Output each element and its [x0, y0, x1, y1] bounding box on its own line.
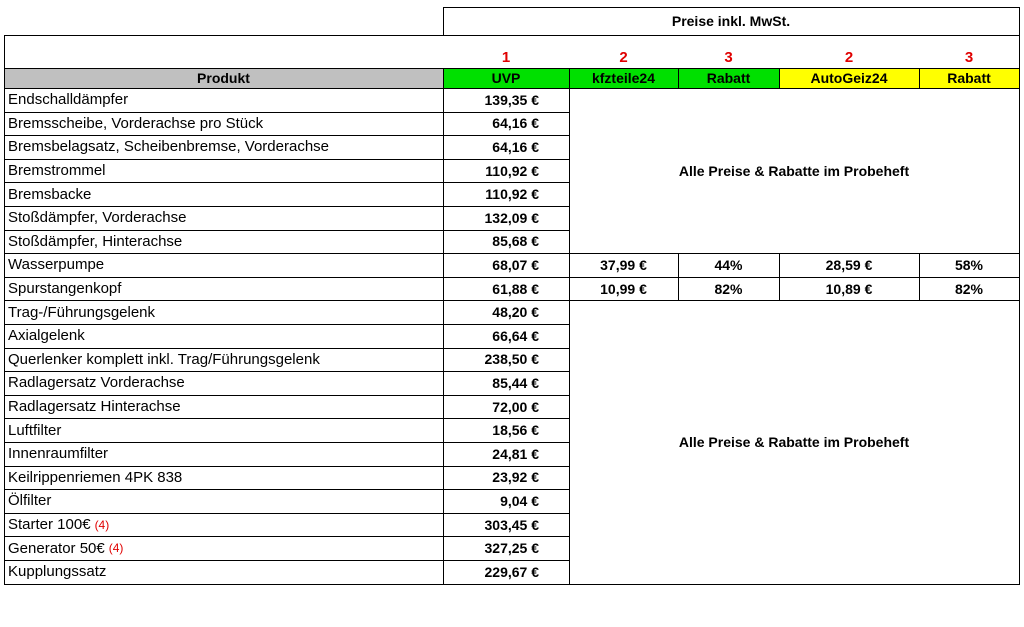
- grid-line: [4, 395, 569, 396]
- grid-line: [4, 489, 569, 490]
- product-name: [4, 536, 443, 560]
- product-name-text: Radlagersatz Vorderachse: [8, 374, 185, 392]
- grid-line: [4, 536, 569, 537]
- grid-line: [4, 584, 1020, 585]
- uvp-price-text: 327,25 €: [484, 540, 539, 557]
- column-number: [569, 47, 678, 68]
- column-header-5: [919, 68, 1019, 88]
- grid-line: [4, 513, 569, 514]
- grid-line: [4, 324, 569, 325]
- grid-line: [4, 230, 569, 231]
- uvp-price: [443, 300, 569, 324]
- uvp-price: [443, 489, 569, 513]
- column-header-2-text: kfzteile24: [591, 70, 656, 86]
- product-name-text: Axialgelenk: [8, 327, 85, 345]
- product-name-text: Luftfilter: [8, 421, 62, 439]
- uvp-price-text: 61,88 €: [492, 280, 539, 297]
- grid-line: [1019, 7, 1020, 35]
- product-name: [4, 300, 443, 324]
- product-name-text: Starter 100€: [8, 516, 91, 534]
- kfzteile24-rabatt: [678, 277, 779, 301]
- uvp-price: [443, 536, 569, 560]
- product-name: [4, 159, 443, 183]
- uvp-price-text: 110,92 €: [485, 162, 539, 179]
- column-header-5-text: Rabatt: [947, 70, 991, 86]
- uvp-price-text: 85,68 €: [492, 233, 539, 250]
- product-name: [4, 182, 443, 206]
- product-name-text: Innenraumfilter: [8, 445, 109, 463]
- uvp-price: [443, 182, 569, 206]
- column-header-4: [779, 68, 919, 88]
- kfzteile24-price: [569, 277, 678, 301]
- product-name-text: Ölfilter: [8, 492, 52, 510]
- uvp-price-text: 48,20 €: [492, 304, 539, 321]
- uvp-price: [443, 371, 569, 395]
- uvp-price-text: 64,16 €: [492, 138, 539, 155]
- column-number-text: 2: [844, 49, 854, 66]
- grid-line: [678, 68, 679, 88]
- merged-note-probeheft: [569, 88, 1019, 253]
- uvp-price: [443, 112, 569, 136]
- table-title-text: Preise inkl. MwSt.: [671, 13, 791, 29]
- product-name: [4, 489, 443, 513]
- uvp-price: [443, 418, 569, 442]
- autogeiz24-price: [779, 277, 919, 301]
- product-name: [4, 277, 443, 301]
- product-name: [4, 466, 443, 490]
- product-name-text: Spurstangenkopf: [8, 280, 122, 298]
- kfzteile24-rabatt-text: 44%: [714, 256, 743, 273]
- grid-line: [4, 135, 569, 136]
- grid-line: [4, 112, 569, 113]
- grid-line: [919, 68, 920, 88]
- grid-line: [4, 300, 1020, 301]
- product-name: [4, 418, 443, 442]
- kfzteile24-price: [569, 253, 678, 277]
- product-name: [4, 395, 443, 419]
- autogeiz24-rabatt-text: 58%: [954, 256, 984, 273]
- product-name-text: Querlenker komplett inkl. Trag/Führungsgelenk: [8, 350, 320, 368]
- uvp-price-text: 110,92 €: [485, 186, 539, 203]
- product-header-text: Produkt: [197, 70, 250, 86]
- grid-line: [4, 182, 569, 183]
- kfzteile24-rabatt-text: 82%: [714, 280, 743, 297]
- kfzteile24-rabatt: [678, 253, 779, 277]
- product-name-text: Stoßdämpfer, Hinterachse: [8, 232, 183, 250]
- product-name-text: Bremsscheibe, Vorderachse pro Stück: [8, 114, 264, 132]
- product-name: [4, 324, 443, 348]
- grid-line: [569, 68, 570, 585]
- product-name: [4, 88, 443, 112]
- grid-line: [1019, 35, 1020, 585]
- autogeiz24-rabatt: [919, 253, 1019, 277]
- uvp-price: [443, 466, 569, 490]
- uvp-price-text: 72,00 €: [492, 398, 539, 415]
- product-name: [4, 206, 443, 230]
- column-header-1-text: UVP: [491, 70, 521, 86]
- footnote-marker: (4): [94, 517, 110, 532]
- footnote-marker: (4): [108, 541, 124, 556]
- uvp-price-text: 24,81 €: [492, 445, 539, 462]
- product-name: [4, 253, 443, 277]
- kfzteile24-price-text: 37,99 €: [600, 256, 647, 273]
- uvp-price: [443, 560, 569, 584]
- uvp-price: [443, 277, 569, 301]
- grid-line: [4, 68, 1020, 69]
- product-name-text: Bremstrommel: [8, 162, 106, 180]
- product-name: [4, 135, 443, 159]
- uvp-price-text: 85,44 €: [492, 374, 539, 391]
- column-header-1: [443, 68, 569, 88]
- product-name-text: Endschalldämpfer: [8, 91, 129, 109]
- merged-note-probeheft-text: Alle Preise & Rabatte im Probeheft: [678, 433, 910, 450]
- uvp-price-text: 66,64 €: [492, 327, 539, 344]
- column-header-4-text: AutoGeiz24: [810, 70, 888, 86]
- product-name-text: Kupplungssatz: [8, 563, 107, 581]
- product-name-text: Stoßdämpfer, Vorderachse: [8, 209, 187, 227]
- grid-line: [4, 159, 569, 160]
- product-name: [4, 348, 443, 372]
- column-number-text: 3: [724, 49, 733, 66]
- column-number: [779, 47, 919, 68]
- autogeiz24-price-text: 10,89 €: [825, 280, 873, 297]
- grid-line: [4, 442, 569, 443]
- grid-line: [4, 418, 569, 419]
- uvp-price: [443, 324, 569, 348]
- product-name-text: Bremsbacke: [8, 185, 92, 203]
- product-name-text: Keilrippenriemen 4PK 838: [8, 468, 183, 486]
- grid-line: [443, 7, 444, 35]
- grid-line: [4, 560, 569, 561]
- column-header-3-text: Rabatt: [706, 70, 751, 86]
- autogeiz24-price: [779, 253, 919, 277]
- uvp-price: [443, 88, 569, 112]
- table-title: [443, 7, 1019, 35]
- product-name: [4, 230, 443, 254]
- product-name: [4, 371, 443, 395]
- grid-line: [4, 371, 569, 372]
- grid-line: [443, 68, 444, 585]
- column-header-3: [678, 68, 779, 88]
- product-name: [4, 560, 443, 584]
- product-name-text: Trag-/Führungsgelenk: [8, 303, 156, 321]
- grid-line: [678, 253, 679, 300]
- product-header: [4, 68, 443, 88]
- product-name: [4, 513, 443, 537]
- uvp-price-text: 229,67 €: [484, 563, 539, 580]
- grid-line: [4, 277, 1020, 278]
- grid-line: [4, 206, 569, 207]
- autogeiz24-price-text: 28,59 €: [825, 256, 873, 273]
- kfzteile24-price-text: 10,99 €: [600, 280, 647, 297]
- uvp-price-text: 139,35 €: [484, 91, 539, 108]
- grid-line: [4, 348, 569, 349]
- column-header-2: [569, 68, 678, 88]
- grid-line: [4, 88, 1020, 89]
- column-number: [443, 47, 569, 68]
- uvp-price-text: 132,09 €: [484, 209, 539, 226]
- uvp-price: [443, 513, 569, 537]
- uvp-price: [443, 253, 569, 277]
- uvp-price: [443, 159, 569, 183]
- product-name-text: Generator 50€: [8, 539, 105, 557]
- grid-line: [443, 7, 1020, 8]
- uvp-price-text: 23,92 €: [492, 469, 539, 486]
- grid-line: [779, 68, 780, 88]
- merged-note-probeheft-text: Alle Preise & Rabatte im Probeheft: [678, 162, 910, 179]
- column-number-text: 2: [619, 49, 628, 66]
- uvp-price-text: 303,45 €: [484, 516, 539, 533]
- uvp-price: [443, 230, 569, 254]
- uvp-price: [443, 348, 569, 372]
- uvp-price: [443, 395, 569, 419]
- product-name-text: Radlagersatz Hinterachse: [8, 398, 181, 416]
- autogeiz24-rabatt-text: 82%: [954, 280, 984, 297]
- grid-line: [919, 253, 920, 300]
- column-number-text: 3: [964, 49, 974, 66]
- column-number-text: 1: [501, 49, 511, 66]
- uvp-price-text: 64,16 €: [492, 115, 539, 132]
- product-name: [4, 112, 443, 136]
- grid-line: [4, 466, 569, 467]
- uvp-price-text: 9,04 €: [500, 492, 539, 509]
- uvp-price: [443, 206, 569, 230]
- grid-line: [4, 35, 5, 585]
- grid-line: [779, 253, 780, 300]
- product-name: [4, 442, 443, 466]
- product-name-text: Wasserpumpe: [8, 256, 105, 274]
- merged-note-probeheft: [569, 300, 1019, 583]
- grid-line: [4, 35, 1020, 36]
- uvp-price-text: 68,07 €: [492, 256, 539, 273]
- product-name-text: Bremsbelagsatz, Scheibenbremse, Vorderachse: [8, 138, 330, 156]
- uvp-price: [443, 135, 569, 159]
- uvp-price-text: 238,50 €: [484, 351, 539, 368]
- column-number: [678, 47, 779, 68]
- uvp-price-text: 18,56 €: [492, 422, 539, 439]
- autogeiz24-rabatt: [919, 277, 1019, 301]
- grid-line: [4, 253, 1020, 254]
- column-number: [919, 47, 1019, 68]
- uvp-price: [443, 442, 569, 466]
